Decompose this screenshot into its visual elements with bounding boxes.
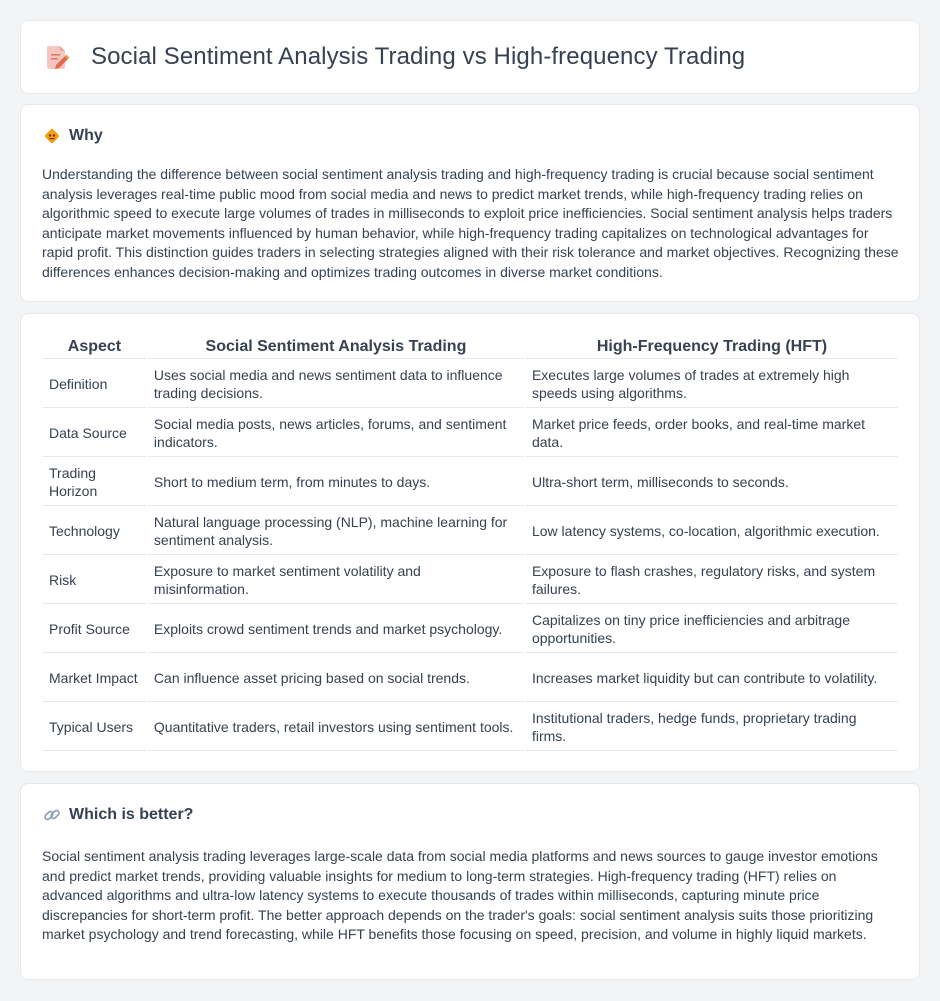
link-icon — [43, 806, 61, 824]
table-row — [43, 704, 898, 751]
sentiment-cell: Quantitative traders, retail investors using sentiment tools. — [148, 704, 524, 751]
hft-cell: Executes large volumes of trades at extremely high speeds using algorithms. — [526, 361, 898, 408]
why-section — [20, 104, 920, 302]
column-header-aspect: Aspect — [43, 336, 146, 359]
sentiment-cell: Exploits crowd sentiment trends and market psychology. — [148, 606, 524, 653]
column-header-hft: High-Frequency Trading (HFT) — [526, 336, 898, 359]
hft-cell: Low latency systems, co-location, algorithmic execution. — [526, 508, 898, 555]
hft-cell: Institutional traders, hedge funds, proprietary trading firms. — [526, 704, 898, 751]
comparison-section — [20, 313, 920, 772]
sentiment-cell: Short to medium term, from minutes to days. — [148, 459, 524, 506]
aspect-cell: Data Source — [43, 410, 146, 457]
aspect-cell: Technology — [43, 508, 146, 555]
aspect-cell: Risk — [43, 557, 146, 604]
hft-cell: Ultra-short term, milliseconds to seconds. — [526, 459, 898, 506]
aspect-cell: Profit Source — [43, 606, 146, 653]
table-row — [43, 361, 898, 408]
why-text: Understanding the difference between social sentiment analysis trading and high-frequency trading is crucial because social sentiment analysis leverages real-time public mood from social media and news to predict market trends, while high-frequency trading relies on algorithmic speed to execute large volumes of trades in milliseconds to exploit price inefficiencies. Social sentiment analysis helps traders anticipate market movements influenced by human behavior, while high-frequency trading capitalizes on technological advantages for rapid profit. This distinction guides traders in selecting strategies aligned with their risk tolerance and market objectives. Recognizing these differences enhances decision-making and optimizes trading outcomes in diverse market conditions. — [42, 166, 899, 280]
why-heading — [43, 127, 103, 145]
column-header-sentiment: Social Sentiment Analysis Trading — [148, 336, 524, 359]
aspect-cell: Typical Users — [43, 704, 146, 751]
table-row — [43, 655, 898, 702]
which-is-better-section — [20, 783, 920, 980]
table-row — [43, 606, 898, 653]
table-row — [43, 557, 898, 604]
table-row — [43, 459, 898, 506]
comparison-table — [41, 334, 900, 753]
sentiment-cell: Exposure to market sentiment volatility and misinformation. — [148, 557, 524, 604]
page-title: Social Sentiment Analysis Trading vs High-frequency Trading — [91, 43, 746, 70]
better-title: Which is better? — [69, 806, 194, 823]
header-card — [20, 20, 920, 94]
aspect-cell: Trading Horizon — [43, 459, 146, 506]
hft-cell: Market price feeds, order books, and real-time market data. — [526, 410, 898, 457]
hft-cell: Capitalizes on tiny price inefficiencies and arbitrage opportunities. — [526, 606, 898, 653]
sentiment-cell: Can influence asset pricing based on social trends. — [148, 655, 524, 702]
title-row — [45, 43, 745, 71]
table-row — [43, 508, 898, 555]
diamond-warning-icon — [43, 127, 61, 145]
table-header-row — [43, 336, 898, 359]
why-title: Why — [69, 127, 103, 144]
better-text: Social sentiment analysis trading leverages large-scale data from social media platforms and news sources to gauge investor emotions and predict market trends, providing valuable insights for medium to long-term strategies. High-frequency trading (HFT) relies on advanced algorithms and ultra-low latency systems to execute thousands of trades within milliseconds, capturing minute price discrepancies for short-term profit. The better approach depends on the trader's goals: social sentiment analysis suits those prioritizing market psychology and trend forecasting, while HFT benefits those focusing on speed, precision, and volume in highly liquid markets. — [42, 848, 878, 942]
better-heading — [43, 806, 193, 824]
aspect-cell: Market Impact — [43, 655, 146, 702]
sentiment-cell: Natural language processing (NLP), machine learning for sentiment analysis. — [148, 508, 524, 555]
sentiment-cell: Uses social media and news sentiment data to influence trading decisions. — [148, 361, 524, 408]
hft-cell: Exposure to flash crashes, regulatory risks, and system failures. — [526, 557, 898, 604]
sentiment-cell: Social media posts, news articles, forums, and sentiment indicators. — [148, 410, 524, 457]
table-row — [43, 410, 898, 457]
aspect-cell: Definition — [43, 361, 146, 408]
hft-cell: Increases market liquidity but can contribute to volatility. — [526, 655, 898, 702]
document-pencil-icon — [45, 43, 71, 71]
